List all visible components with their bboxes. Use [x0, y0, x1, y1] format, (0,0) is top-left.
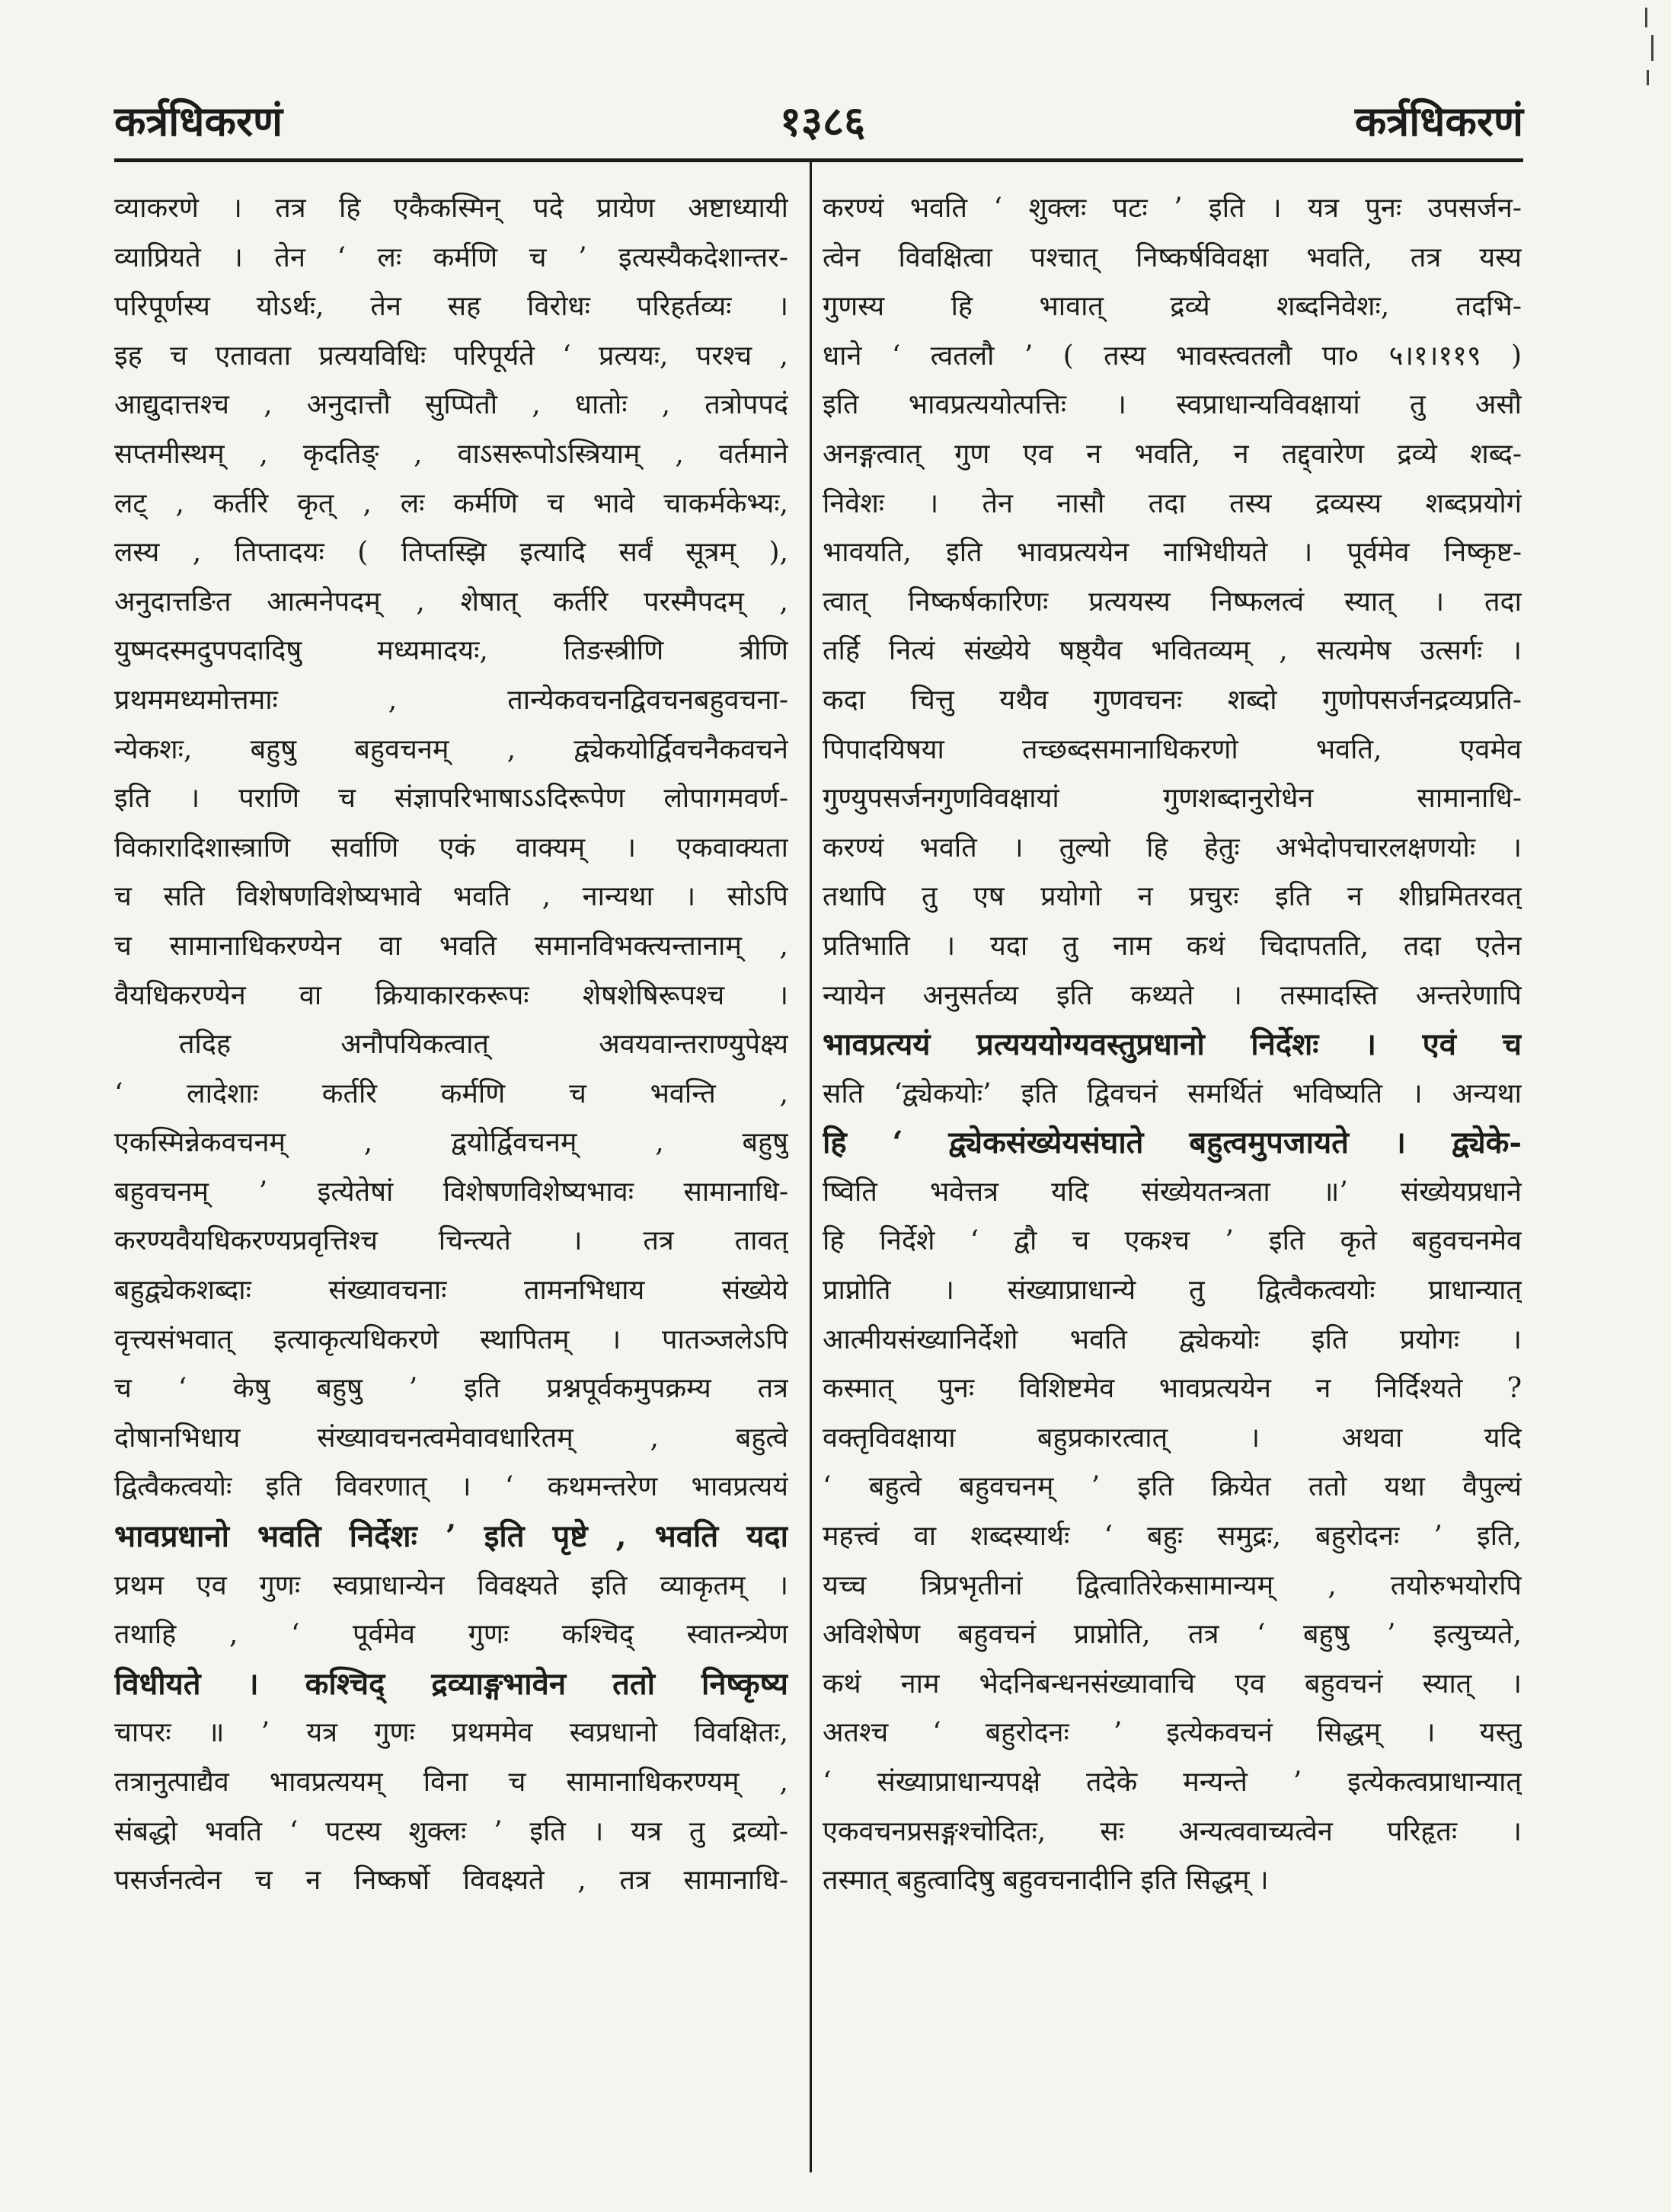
text-line: तर्हि नित्यं संख्येये षष्ठ्यैव भवितव्यम् , सत्यमेष उत्सर्गः ।	[823, 635, 1522, 667]
text-line: अविशेषेण बहुवचनं प्राप्नोति, तत्र ‘ बहुषु ’ इत्युच्यते,	[823, 1619, 1522, 1651]
text-line: विकारादिशास्त्राणि सर्वाणि एकं वाक्यम् । एकवाक्यता	[114, 831, 788, 863]
scan-margin-marks	[1641, 0, 1663, 107]
text-line: आत्मीयसंख्यानिर्देशो भवति द्व्येकयोः इति प्रयोगः ।	[823, 1323, 1522, 1355]
text-line: करण्यवैयधिकरण्यप्रवृत्तिश्च चिन्त्यते । तत्र तावत्	[114, 1225, 788, 1257]
text-line: ‘ संख्याप्राधान्यपक्षे तदेके मन्यन्ते ’ इत्येकत्वप्राधान्यात्	[823, 1767, 1522, 1798]
text-line: न्येकशः, बहुषु बहुवचनम् , द्व्येकयोर्द्विवचनैकवचने	[114, 733, 788, 765]
text-line: त्वेन विवक्षित्वा पश्चात् निष्कर्षविवक्षा भवति, तत्र यस्य	[823, 241, 1522, 273]
text-line: दोषानभिधाय संख्यावचनत्वमेवावधारितम् , बहुत्वे	[114, 1422, 788, 1454]
text-line: सप्तमीस्थम् , कृदतिङ् , वाऽसरूपोऽस्त्रियाम् , वर्तमाने	[114, 438, 788, 470]
text-line: कथं नाम भेदनिबन्धनसंख्यावाचि एव बहुवचनं स्यात् ।	[823, 1668, 1522, 1700]
text-line: लस्य , तिप्तादयः ( तिप्तस्झि इत्यादि सर्वं सूत्रम् ),	[114, 537, 788, 569]
text-line: चापरः ॥ ’ यत्र गुणः प्रथममेव स्वप्रधानो विवक्षितः,	[114, 1717, 788, 1749]
text-line: कस्मात् पुनः विशिष्टमेव भावप्रत्ययेन न निर्दिश्यते ?	[823, 1373, 1522, 1405]
text-line: संबद्धो भवति ‘ पटस्य शुक्लः ’ इति । यत्र तु द्रव्यो-	[114, 1815, 788, 1847]
text-line: विधीयते । कश्चिद् द्रव्याङ्गभावेन ततो निष्कृष्य	[114, 1665, 788, 1702]
text-line: धाने ‘ त्वतलौ ’ ( तस्य भावस्त्वतलौ पा० ५।१।११९ )	[823, 340, 1522, 372]
text-line: महत्त्वं वा शब्दस्यार्थः ‘ बहुः समुद्रः, बहुरोदनः ’ इति,	[823, 1521, 1522, 1553]
page-number: १३८६	[779, 97, 866, 145]
text-line: प्रथम एव गुणः स्वप्राधान्येन विवक्ष्यते इति व्याकृतम् ।	[114, 1569, 788, 1601]
text-line: युष्मदस्मदुपपदादिषु मध्यमादयः, तिङस्त्रीणि त्रीणि	[114, 635, 788, 667]
text-line: व्याप्रियते । तेन ‘ लः कर्मणि च ’ इत्यस्यैकदेशान्तर-	[114, 241, 788, 273]
text-line: च सामानाधिकरण्येन वा भवति समानविभक्त्यन्तानाम् ,	[114, 930, 788, 962]
header-rule	[114, 158, 1523, 162]
column-divider	[810, 162, 812, 2172]
text-line: बहुवचनम् ’ इत्येतेषां विशेषणविशेष्यभावः सामानाधि-	[114, 1176, 788, 1208]
text-line: ‘ लादेशाः कर्तरि कर्मणि च भवन्ति ,	[114, 1077, 788, 1109]
text-line: न्यायेन अनुसर्तव्य इति कथ्यते । तस्मादस्ति अन्तरेणापि	[823, 979, 1522, 1011]
left-column	[114, 184, 788, 1906]
text-line: त्वात् निष्कर्षकारिणः प्रत्ययस्य निष्फलत्वं स्यात् । तदा	[823, 586, 1522, 618]
text-line: ष्विति भवेत्तत्र यदि संख्येयतन्त्रता ॥’ संख्येयप्रधाने	[823, 1176, 1522, 1208]
text-line: इति भावप्रत्ययोत्पत्तिः । स्वप्राधान्यविवक्षायां तु असौ	[823, 389, 1522, 421]
text-line: बहुद्व्येकशब्दाः संख्यावचनाः तामनभिधाय संख्येये	[114, 1275, 788, 1307]
text-line: गुणस्य हि भावात् द्रव्ये शब्दनिवेशः, तदभि-	[823, 291, 1522, 323]
text-line: प्राप्नोति । संख्याप्राधान्ये तु द्वित्वैकत्वयोः प्राधान्यात्	[823, 1275, 1522, 1307]
text-line: अतश्च ‘ बहुरोदनः ’ इत्येकवचनं सिद्धम् । यस्तु	[823, 1717, 1522, 1749]
text-line: पिपादयिषया तच्छब्दसमानाधिकरणो भवति, एवमेव	[823, 733, 1522, 765]
text-line: प्रतिभाति । यदा तु नाम कथं चिदापतति, तदा एतेन	[823, 930, 1522, 962]
text-line: वक्तृविवक्षाया बहुप्रकारत्वात् । अथवा यदि	[823, 1422, 1522, 1454]
text-line: तदिह अनौपयिकत्वात् अवयवान्तराण्युपेक्ष्य	[179, 1029, 788, 1061]
text-line: च ‘ केषु बहुषु ’ इति प्रश्नपूर्वकमुपक्रम्य तत्र	[114, 1373, 788, 1405]
text-line: एकवचनप्रसङ्गश्चोदितः, सः अन्यत्ववाच्यत्वेन परिहृतः ।	[823, 1815, 1522, 1847]
page-header	[114, 84, 1523, 160]
running-title-left: कर्त्रधिकरणं	[114, 97, 283, 145]
running-title-right: कर्त्रधिकरणं	[1354, 97, 1523, 145]
text-line: भावयति, इति भावप्रत्ययेन नाभिधीयते । पूर्वमेव निष्कृष्ट-	[823, 537, 1522, 569]
text-line: प्रथममध्यमोत्तमाः , तान्येकवचनद्विवचनबहुवचना-	[114, 684, 788, 716]
text-line: च सति विशेषणविशेष्यभावे भवति , नान्यथा । सोऽपि	[114, 881, 788, 913]
text-line: वैयधिकरण्येन वा क्रियाकारकरूपः शेषशेषिरूपश्च ।	[114, 979, 788, 1011]
text-line: लट् , कर्तरि कृत् , लः कर्मणि च भावे चाकर्मकेभ्यः,	[114, 487, 788, 519]
text-line: निवेशः । तेन नासौ तदा तस्य द्रव्यस्य शब्दप्रयोगं	[823, 487, 1522, 519]
text-line: करण्यं भवति ‘ शुक्लः पटः ’ इति । यत्र पुनः उपसर्जन-	[823, 193, 1522, 224]
text-line: इति । पराणि च संज्ञापरिभाषाऽऽदिरूपेण लोपागमवर्ण-	[114, 783, 788, 815]
text-line: वृत्त्यसंभवात् इत्याकृत्यधिकरणे स्थापितम् । पातञ्जलेऽपि	[114, 1323, 788, 1355]
right-column	[823, 184, 1522, 1906]
text-line: अनुदात्तङित आत्मनेपदम् , शेषात् कर्तरि परस्मैपदम् ,	[114, 586, 788, 618]
text-line: द्वित्वैकत्वयोः इति विवरणात् । ‘ कथमन्तरेण भावप्रत्ययं	[114, 1471, 788, 1503]
text-line: व्याकरणे । तत्र हि एकैकस्मिन् पदे प्रायेण अष्टाध्यायी	[114, 193, 788, 224]
text-line: तत्रानुत्पाद्यैव भावप्रत्ययम् विना च सामानाधिकरण्यम् ,	[114, 1767, 788, 1798]
text-line: इह च एतावता प्रत्ययविधिः परिपूर्यते ‘ प्रत्ययः, परश्च ,	[114, 340, 788, 372]
text-line: तथाहि , ‘ पूर्वमेव गुणः कश्चिद् स्वातन्त्र्येण	[114, 1619, 788, 1651]
text-line: हि ‘ द्व्येकसंख्येयसंघाते बहुत्वमुपजायते । द्व्येके-	[823, 1125, 1522, 1161]
text-line: परिपूर्णस्य योऽर्थः, तेन सह विरोधः परिहर्तव्यः ।	[114, 291, 788, 323]
text-line: तथापि तु एष प्रयोगो न प्रचुरः इति न शीघ्रमितरवत्	[823, 881, 1522, 913]
text-line: कदा चित्तु यथैव गुणवचनः शब्दो गुणोपसर्जनद्रव्यप्रति-	[823, 684, 1522, 716]
text-line: भावप्रत्ययं प्रत्यययोग्यवस्तुप्रधानो निर्देशः । एवं च	[823, 1026, 1522, 1063]
text-line: पसर्जनत्वेन च न निष्कर्षो विवक्ष्यते , तत्र सामानाधि-	[114, 1865, 788, 1897]
text-line: अनङ्गत्वात् गुण एव न भवति, न तद्द्वारेण द्रव्ये शब्द-	[823, 438, 1522, 470]
text-line: यच्च त्रिप्रभृतीनां द्वित्वातिरेकसामान्यम् , तयोरुभयोरपि	[823, 1569, 1522, 1601]
text-line: एकस्मिन्नेकवचनम् , द्वयोर्द्विवचनम् , बहुषु	[114, 1127, 788, 1159]
text-line: आद्युदात्तश्च , अनुदात्तौ सुप्पितौ , धातोः , तत्रोपपदं	[114, 389, 788, 421]
text-line: भावप्रधानो भवति निर्देशः ’ इति पृष्टे , भवति यदा	[114, 1518, 788, 1555]
text-line: ‘ बहुत्वे बहुवचनम् ’ इति क्रियेत ततो यथा वैपुल्यं	[823, 1471, 1522, 1503]
text-line: करण्यं भवति । तुल्यो हि हेतुः अभेदोपचारलक्षणयोः ।	[823, 831, 1522, 863]
text-line: सति ‘द्व्येकयोः’ इति द्विवचनं समर्थितं भविष्यति । अन्यथा	[823, 1077, 1522, 1109]
text-line: तस्मात् बहुत्वादिषु बहुवचनादीनि इति सिद्धम् ।	[823, 1865, 1269, 1897]
text-line: हि निर्देशे ‘ द्वौ च एकश्च ’ इति कृते बहुवचनमेव	[823, 1225, 1522, 1257]
text-line: गुण्युपसर्जनगुणविवक्षायां गुणशब्दानुरोधेन सामानाधि-	[823, 783, 1522, 815]
